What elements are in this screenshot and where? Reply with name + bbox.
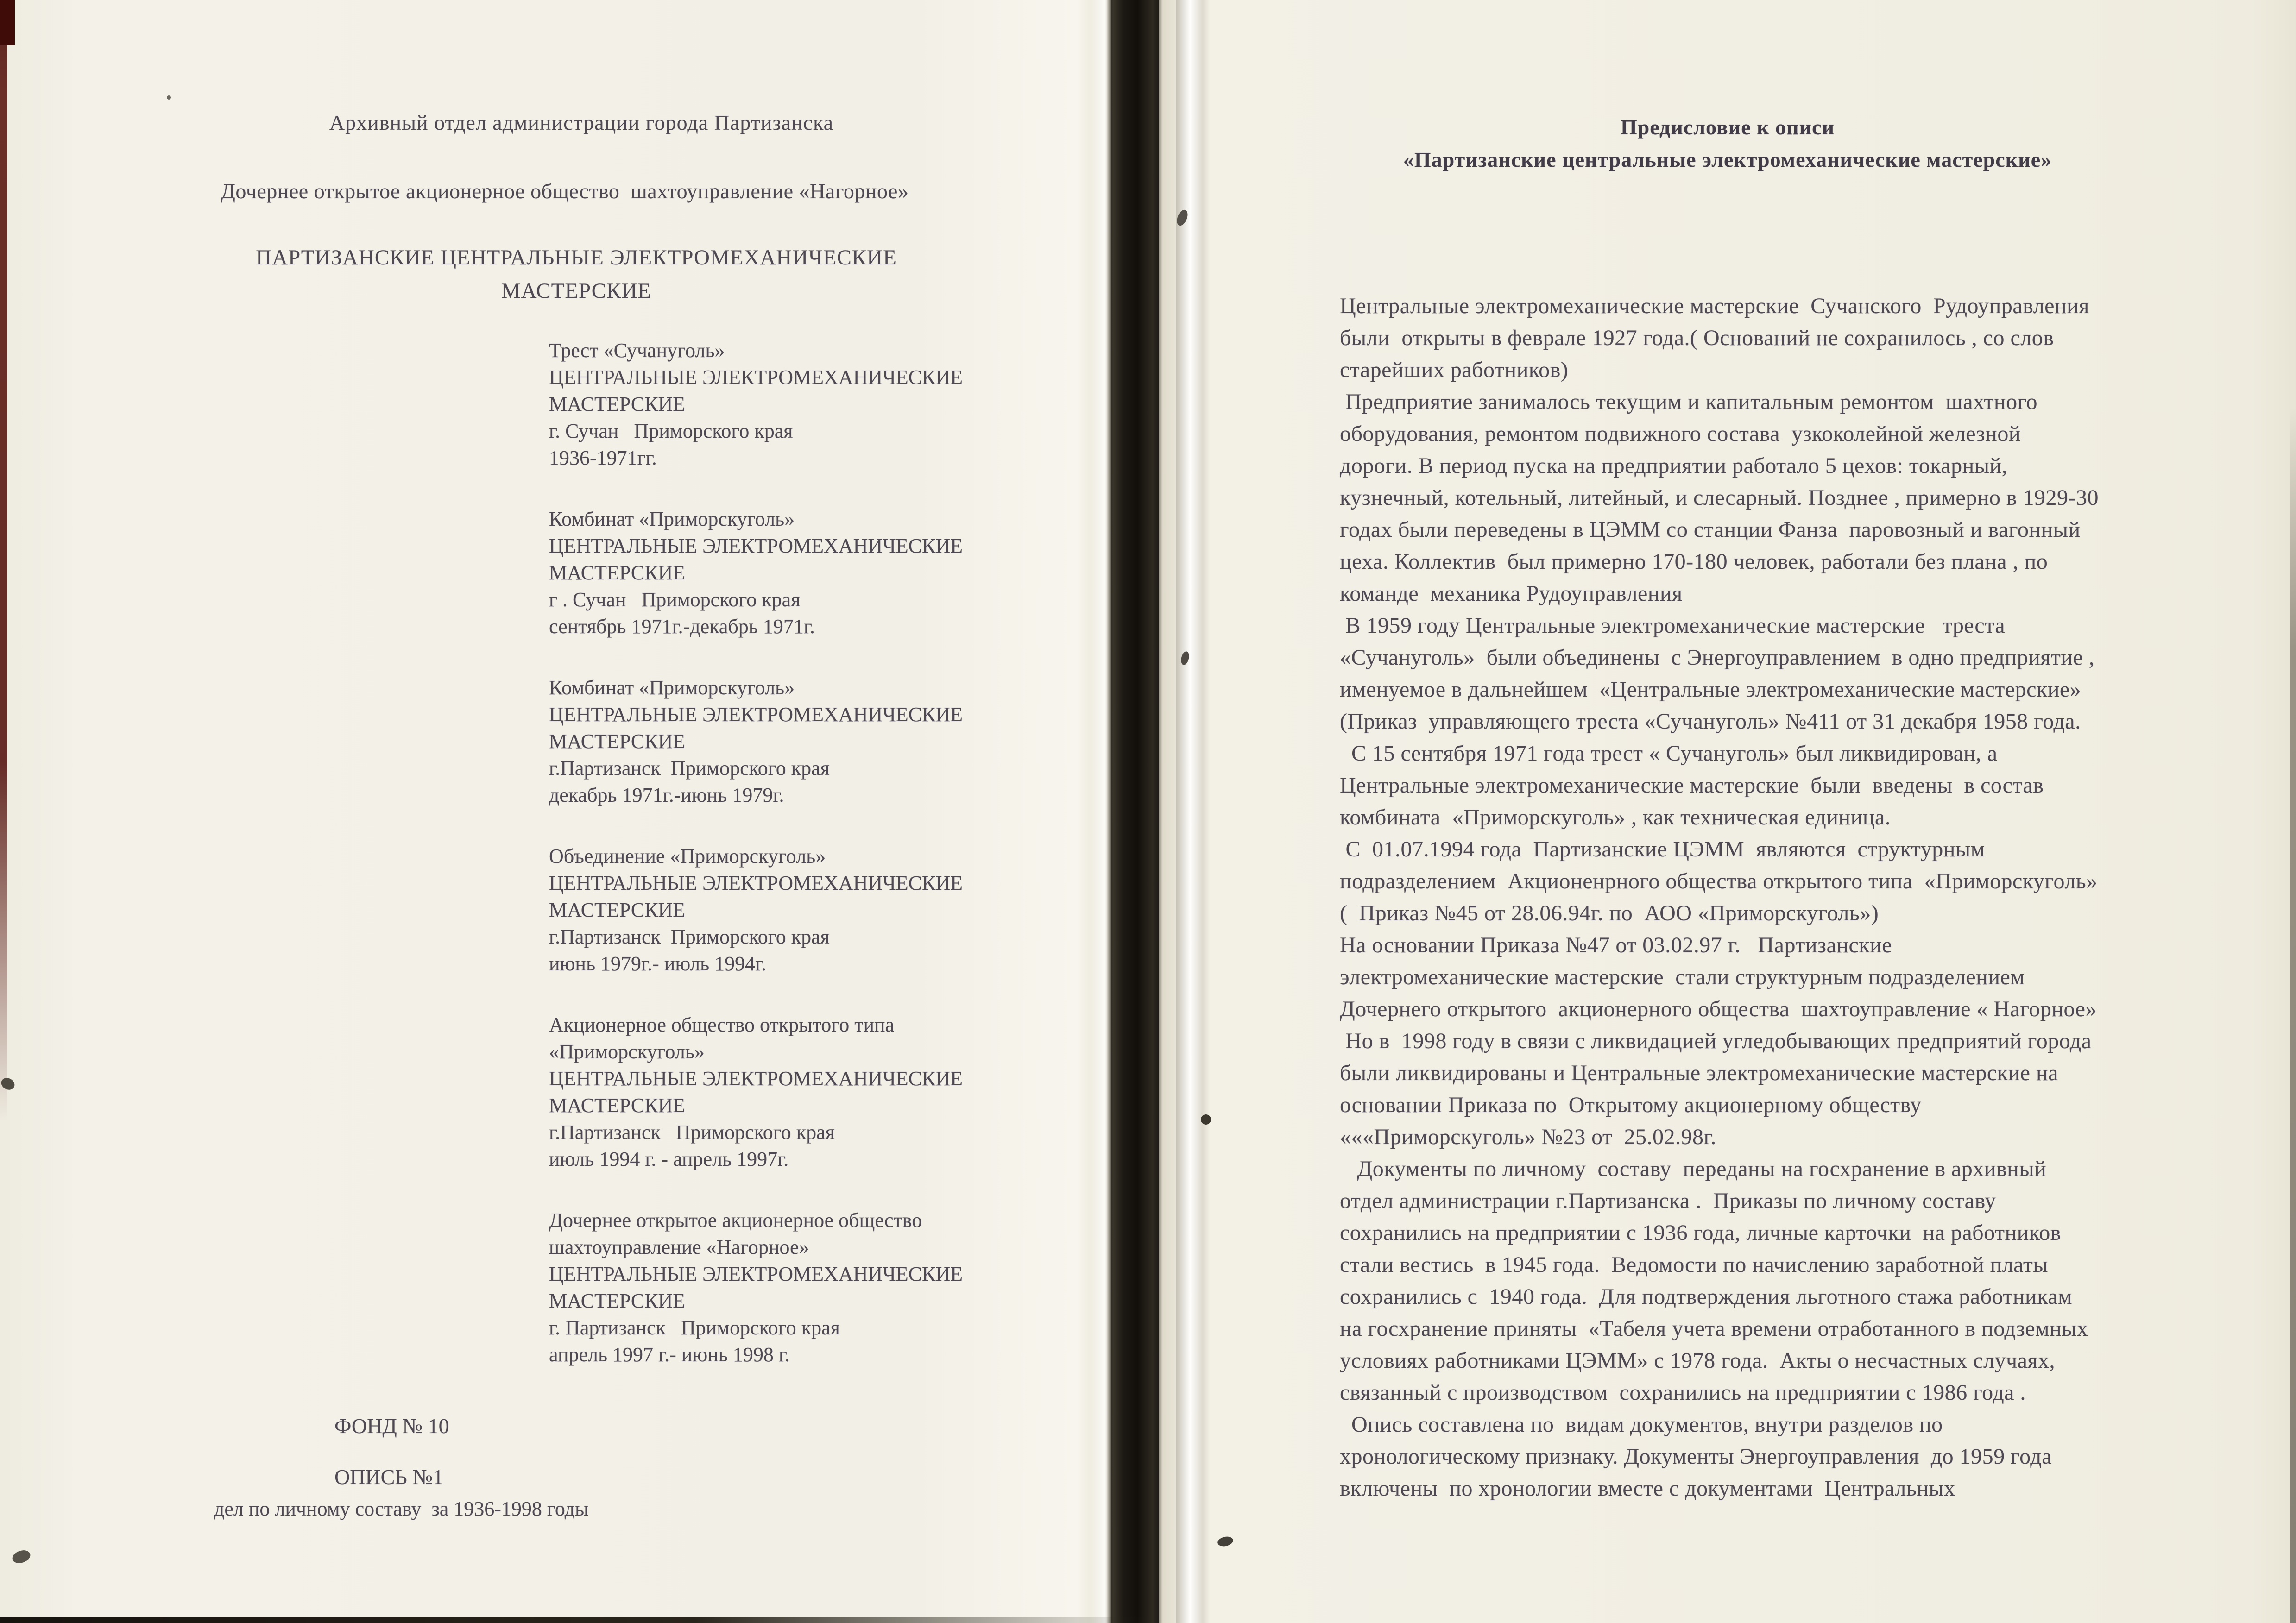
text-line: команде механика Рудоуправления (1340, 581, 1683, 606)
fond-number: ФОНД № 10 (334, 1414, 449, 1438)
text-line: сентябрь 1971г.-декабрь 1971г. (549, 615, 815, 638)
text-line: сохранились на предприятии с 1936 года, личные карточки на работников (1340, 1220, 2061, 1245)
left-page (0, 0, 1111, 1623)
text-line: Опись составлена по видам документов, внутри разделов по (1340, 1412, 1943, 1437)
archive-department-heading: Архивный отдел администрации города Партизанска (329, 111, 834, 134)
text-line: МАСТЕРСКИЕ (549, 899, 686, 921)
text-line: кузнечный, котельный, литейный, и слесарный. Позднее , примерно в 1929-30 (1340, 485, 2099, 510)
right-page (1159, 0, 2296, 1623)
text-line: хронологическому признаку. Документы Энергоуправления до 1959 года (1340, 1444, 2052, 1469)
text-line: г. Партизанск Приморского края (549, 1316, 840, 1339)
text-line: ЦЕНТРАЛЬНЫЕ ЭЛЕКТРОМЕХАНИЧЕСКИЕ (549, 366, 963, 389)
text-line: «Приморскуголь» (549, 1040, 705, 1063)
text-line: условиях работниками ЦЭММ» с 1978 года. Акты о несчастных случаях, (1340, 1348, 2055, 1373)
text-line: (Приказ управляющего треста «Сучануголь» №411 от 31 декабря 1958 года. (1340, 709, 2081, 734)
paper-speck (167, 95, 171, 100)
text-line: С 15 сентября 1971 года трест « Сучануголь» был ликвидирован, а (1340, 741, 1998, 766)
text-line: старейших работников) (1340, 358, 1569, 382)
text-line: июль 1994 г. - апрель 1997г. (549, 1148, 789, 1170)
text-line: стали вестись в 1945 года. Ведомости по начислению заработной платы (1340, 1252, 2049, 1277)
fond-history-entry (549, 1207, 963, 1368)
text-line: г . Сучан Приморского края (549, 588, 801, 611)
text-line: подразделением Акционенрного общества открытого типа «Приморскуголь» (1340, 869, 2098, 893)
inventory-subtitle: дел по личному составу за 1936-1998 годы (214, 1497, 589, 1520)
text-line: сохранились с 1940 года. Для подтверждения льготного стажа работникам (1340, 1284, 2072, 1309)
text-line: дороги. В период пуска на предприятии работало 5 цехов: токарный, (1340, 453, 2008, 478)
text-line: ЦЕНТРАЛЬНЫЕ ЭЛЕКТРОМЕХАНИЧЕСКИЕ (549, 535, 963, 557)
text-line: Но в 1998 году в связи с ликвидацией угледобывающих предприятий города (1340, 1029, 2092, 1053)
text-line: Документы по личному составу переданы на госхранение в архивный (1340, 1157, 2047, 1181)
text-line: г.Партизанск Приморского края (549, 1121, 835, 1144)
fond-history-entry (549, 337, 963, 472)
text-line: МАСТЕРСКИЕ (549, 1290, 686, 1312)
text-line: г.Партизанск Приморского края (549, 925, 830, 948)
text-line: «««Приморскуголь» №23 от 25.02.98г. (1340, 1125, 1716, 1149)
text-line: Дочернее открытое акционерное общество (549, 1209, 922, 1232)
text-line: электромеханические мастерские стали структурным подразделением (1340, 965, 2025, 989)
text-line: «Сучануголь» были объединены с Энергоуправлением в одно предприятие , (1340, 645, 2095, 670)
text-line: цеха. Коллектив был примерно 170-180 человек, работали без плана , по (1340, 549, 2048, 574)
text-line: Центральные электромеханические мастерские Сучанского Рудоуправления (1340, 294, 2089, 318)
text-line: были открыты в феврале 1927 года.( Оснований не сохранилось , со слов (1340, 326, 2054, 350)
fond-history-entries (549, 337, 963, 1403)
inventory-number: ОПИСЬ №1 (334, 1465, 444, 1489)
text-line: ЦЕНТРАЛЬНЫЕ ЭЛЕКТРОМЕХАНИЧЕСКИЕ (549, 872, 963, 894)
preface-body (1340, 290, 2099, 1504)
fond-title-line2: МАСТЕРСКИЕ (501, 279, 652, 303)
fond-title (0, 241, 1111, 308)
punch-hole (1201, 1114, 1211, 1125)
fond-history-entry (549, 674, 963, 809)
text-line: ЦЕНТРАЛЬНЫЕ ЭЛЕКТРОМЕХАНИЧЕСКИЕ (549, 1067, 963, 1090)
page-gutter-shadow (1106, 0, 1163, 1623)
fond-title-line1: ПАРТИЗАНСКИЕ ЦЕНТРАЛЬНЫЕ ЭЛЕКТРОМЕХАНИЧЕСКИЕ (256, 245, 897, 270)
text-line: шахтоуправление «Нагорное» (549, 1236, 809, 1258)
text-line: оборудования, ремонтом подвижного состава узкоколейной железной (1340, 421, 2021, 446)
text-line: На основании Приказа №47 от 03.02.97 г. Партизанские (1340, 933, 1892, 957)
fond-history-entry (549, 1012, 963, 1173)
text-line: апрель 1997 г.- июнь 1998 г. (549, 1343, 790, 1366)
scan-edge-artifact-right (2290, 408, 2296, 1623)
fond-history-entry (549, 506, 963, 640)
paper-crease (1176, 0, 1210, 1623)
text-line: годах были переведены в ЦЭММ со станции Фанза паровозный и вагонный (1340, 517, 2081, 542)
scan-edge-artifact-bottom (0, 1617, 1158, 1623)
text-line: Предприятие занималось текущим и капитальным ремонтом шахтного (1340, 390, 2038, 414)
text-line: включены по хронологии вместе с документами Центральных (1340, 1476, 1955, 1501)
text-line: были ликвидированы и Центральные электромеханические мастерские на (1340, 1061, 2058, 1085)
scan-edge-artifact-left (0, 0, 7, 1121)
text-line: г.Партизанск Приморского края (549, 757, 830, 780)
text-line: именуемое в дальнейшем «Центральные электромеханические мастерские» (1340, 677, 2082, 702)
text-line: Объединение «Приморскуголь» (549, 845, 826, 868)
preface-title (1159, 111, 2296, 176)
text-line: отдел администрации г.Партизанска . Приказы по личному составу (1340, 1189, 1996, 1213)
text-line: основании Приказа по Открытому акционерному обществу (1340, 1093, 1922, 1117)
text-line: В 1959 году Центральные электромеханические мастерские треста (1340, 613, 2006, 638)
scan-corner-artifact (0, 0, 15, 45)
text-line: С 01.07.1994 года Партизанские ЦЭММ являются структурным (1340, 837, 1985, 862)
text-line: Комбинат «Приморскуголь» (549, 676, 795, 699)
text-line: Акционерное общество открытого типа (549, 1013, 895, 1036)
text-line: на госхранение приняты «Табеля учета времени отработанного в подземных (1340, 1316, 2088, 1341)
preface-title-line1: Предисловие к описи (1620, 115, 1835, 139)
text-line: ЦЕНТРАЛЬНЫЕ ЭЛЕКТРОМЕХАНИЧЕСКИЕ (549, 703, 963, 726)
fond-history-entry (549, 843, 963, 977)
parent-company-heading: Дочернее открытое акционерное общество шахтоуправление «Нагорное» (221, 179, 909, 203)
text-line: ( Приказ №45 от 28.06.94г. по АОО «Приморскуголь») (1340, 901, 1879, 925)
text-line: МАСТЕРСКИЕ (549, 1094, 686, 1117)
text-line: декабрь 1971г.-июнь 1979г. (549, 784, 784, 806)
text-line: Дочернего открытого акционерного общества шахтоуправление « Нагорное» (1340, 997, 2097, 1021)
text-line: связанный с производством сохранились на предприятии с 1986 года . (1340, 1380, 2026, 1405)
text-line: г. Сучан Приморского края (549, 420, 793, 442)
text-line: Центральные электромеханические мастерские были введены в состав (1340, 773, 2044, 798)
text-line: комбината «Приморскуголь» , как техническая единица. (1340, 805, 1891, 830)
text-line: 1936-1971гг. (549, 447, 657, 469)
text-line: июнь 1979г.- июль 1994г. (549, 952, 767, 975)
text-line: МАСТЕРСКИЕ (549, 561, 686, 584)
text-line: ЦЕНТРАЛЬНЫЕ ЭЛЕКТРОМЕХАНИЧЕСКИЕ (549, 1263, 963, 1285)
preface-title-line2: «Партизанские центральные электромеханические мастерские» (1403, 148, 2052, 171)
text-line: Комбинат «Приморскуголь» (549, 508, 795, 530)
text-line: Трест «Сучануголь» (549, 339, 725, 362)
text-line: МАСТЕРСКИЕ (549, 393, 686, 415)
text-line: МАСТЕРСКИЕ (549, 730, 686, 753)
